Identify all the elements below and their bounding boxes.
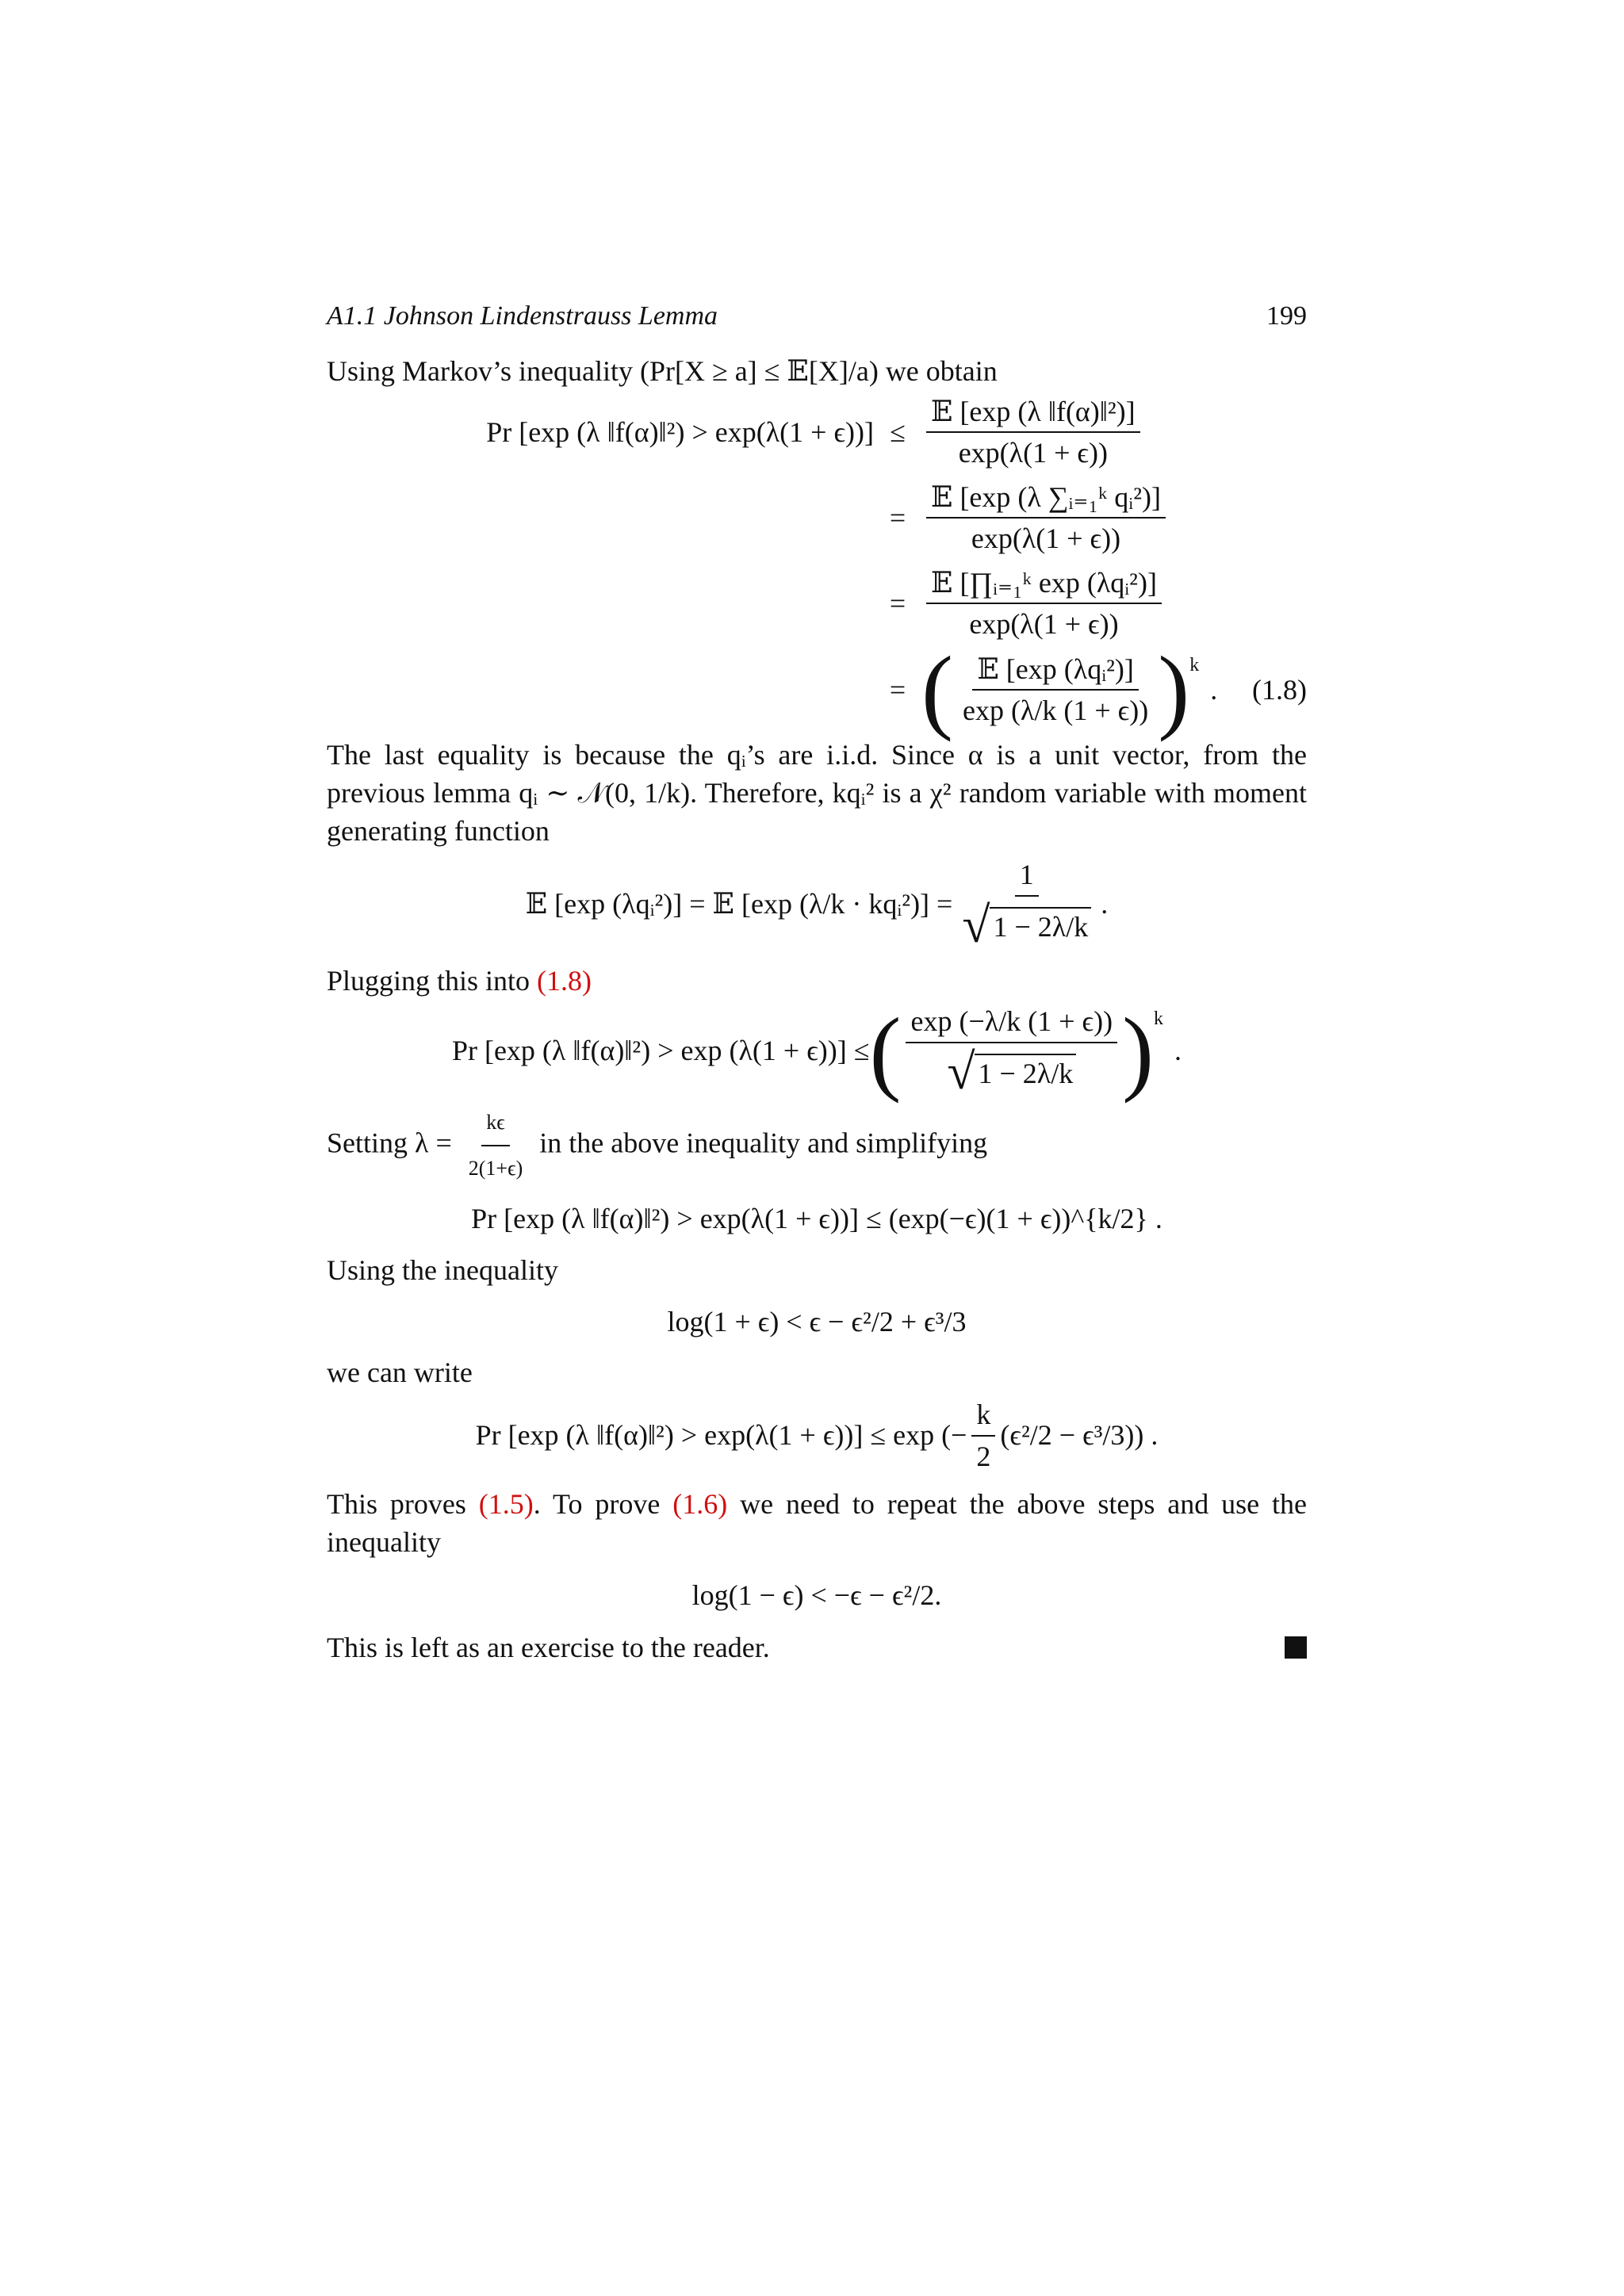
eq-row-1: [327, 395, 1307, 469]
mgf-sqrt: [962, 897, 1091, 954]
paragraph-exercise: This is left as an exercise to the reader.: [327, 1632, 770, 1664]
equation-1-8-block: [327, 395, 1307, 742]
eq-row-1-rel: ≤: [890, 416, 906, 448]
mgf-frac: [957, 858, 1096, 954]
right-paren: ): [1158, 637, 1190, 742]
mgf-num: 1: [1015, 858, 1039, 897]
eq-row-2: [327, 480, 1307, 555]
eq-row-1-den: exp(λ(1 + ϵ)): [958, 437, 1108, 469]
eq-row-4: [327, 637, 1307, 742]
mgf-tail: .: [1101, 888, 1109, 920]
plug-lhs: Pr [exp (λ ‖f(α)‖²) > exp (λ(1 + ϵ))] ≤: [451, 1035, 870, 1067]
paragraph-this-proves: This proves (1.5). To prove (1.6) we need to repeat the above steps and use the inequality: [327, 1488, 1307, 1559]
final-num: k: [971, 1398, 995, 1437]
log-minus-expr: log(1 − ϵ) < −ϵ − ϵ²/2.: [691, 1579, 942, 1612]
ref-eq-1-6[interactable]: (1.6): [672, 1488, 728, 1521]
eq-row-4-power: k: [1189, 655, 1200, 675]
plug-frac: [906, 1004, 1117, 1100]
sqrt-symbol: √: [947, 1043, 975, 1100]
equation-log-plus: [327, 1305, 1307, 1339]
eq-row-1-frac: [926, 395, 1140, 469]
qed-square-icon: [1285, 1636, 1307, 1659]
lambda-frac: $\frac{k\epsilon}{2(1+\epsilon)}$: [464, 1104, 528, 1188]
plug-sqrt: [947, 1043, 1076, 1100]
paragraph-markov: Using Markov’s inequality (Pr[X ≥ a] ≤ 𝔼[X]/a) we obtain: [327, 355, 998, 387]
plug-power: k: [1154, 1008, 1164, 1030]
paragraph-plugging: Plugging this into (1.8): [327, 965, 592, 997]
paragraph-setting-lambda: Setting λ = $\frac{k\epsilon}{2(1+\epsilon)}$ in the above inequality and simplifying: [327, 1104, 1307, 1188]
eq-row-3: [327, 566, 1307, 641]
eq-row-2-den: exp(λ(1 + ϵ)): [971, 522, 1121, 554]
final-lhs: Pr [exp (λ ‖f(α)‖²) > exp(λ(1 + ϵ))] ≤ exp (−: [475, 1419, 967, 1452]
equation-plugged: [327, 997, 1307, 1104]
ref-eq-1-8[interactable]: (1.8): [537, 965, 592, 997]
eq-row-1-lhs: Pr [exp (λ ‖f(α)‖²) > exp(λ(1 + ϵ))]: [486, 416, 874, 448]
eq-row-2-num: 𝔼 [exp (λ ∑ᵢ₌₁ᵏ qᵢ²)]: [926, 480, 1166, 519]
eq-row-4-tail: .: [1210, 674, 1218, 706]
paragraph-we-can-write: we can write: [327, 1356, 473, 1388]
eq-row-3-den: exp(λ(1 + ϵ)): [969, 608, 1119, 640]
paragraph-iid: The last equality is because the qᵢ’s are i.i.d. Since α is a unit vector, from the previous lemma qᵢ ∼ 𝒩(0, 1/k). Therefore, kqᵢ² is a χ² random variable with moment generating function: [327, 739, 1307, 847]
plug-num: exp (−λ/k (1 + ϵ)): [906, 1004, 1117, 1043]
equation-simplified: [327, 1202, 1307, 1236]
final-den: 2: [976, 1440, 991, 1472]
paper-page: [327, 301, 1307, 1667]
simplified-expr: Pr [exp (λ ‖f(α)‖²) > exp(λ(1 + ϵ))] ≤ (exp(−ϵ)(1 + ϵ))^{k/2} .: [471, 1203, 1162, 1235]
sqrt-symbol: √: [962, 897, 990, 954]
eq-row-4-frac: [958, 652, 1153, 727]
eq-row-2-rel: =: [889, 502, 906, 534]
left-paren: (: [921, 637, 953, 742]
mgf-den: 1 − 2λ/k: [990, 907, 1091, 944]
final-frac: [971, 1398, 995, 1474]
left-paren: (: [869, 997, 902, 1104]
eq-row-4-rel: =: [889, 674, 906, 706]
eq-row-1-num: 𝔼 [exp (λ ‖f(α)‖²)]: [926, 395, 1140, 433]
log-plus-expr: log(1 + ϵ) < ϵ − ϵ²/2 + ϵ³/3: [667, 1305, 967, 1337]
mgf-lhs: 𝔼 [exp (λqᵢ²)] = 𝔼 [exp (λ/k · kqᵢ²)] =: [525, 888, 953, 920]
equation-mgf: [327, 858, 1307, 954]
plug-den: 1 − 2λ/k: [975, 1054, 1076, 1091]
equation-label-1-8: (1.8): [1252, 674, 1307, 706]
paragraph-using-inequality: Using the inequality: [327, 1253, 558, 1286]
page-number: 199: [1266, 301, 1307, 331]
running-header: [327, 301, 1307, 336]
closing-line: [327, 1628, 1307, 1667]
equation-final-bound: [327, 1398, 1307, 1474]
equation-log-minus: [327, 1578, 1307, 1613]
running-title: A1.1 Johnson Lindenstrauss Lemma: [327, 301, 718, 331]
right-paren: ): [1122, 997, 1155, 1104]
final-tail: (ϵ²/2 − ϵ³/3)) .: [1000, 1419, 1159, 1452]
eq-row-3-frac: [926, 566, 1162, 641]
eq-row-4-num: 𝔼 [exp (λqᵢ²)]: [972, 652, 1139, 691]
eq-row-2-frac: [926, 480, 1166, 555]
eq-row-3-rel: =: [889, 587, 906, 619]
plug-tail: .: [1174, 1035, 1182, 1067]
ref-eq-1-5[interactable]: (1.5): [478, 1488, 534, 1521]
eq-row-3-num: 𝔼 [∏ᵢ₌₁ᵏ exp (λqᵢ²)]: [926, 566, 1162, 604]
eq-row-4-den: exp (λ/k (1 + ϵ)): [962, 695, 1149, 726]
